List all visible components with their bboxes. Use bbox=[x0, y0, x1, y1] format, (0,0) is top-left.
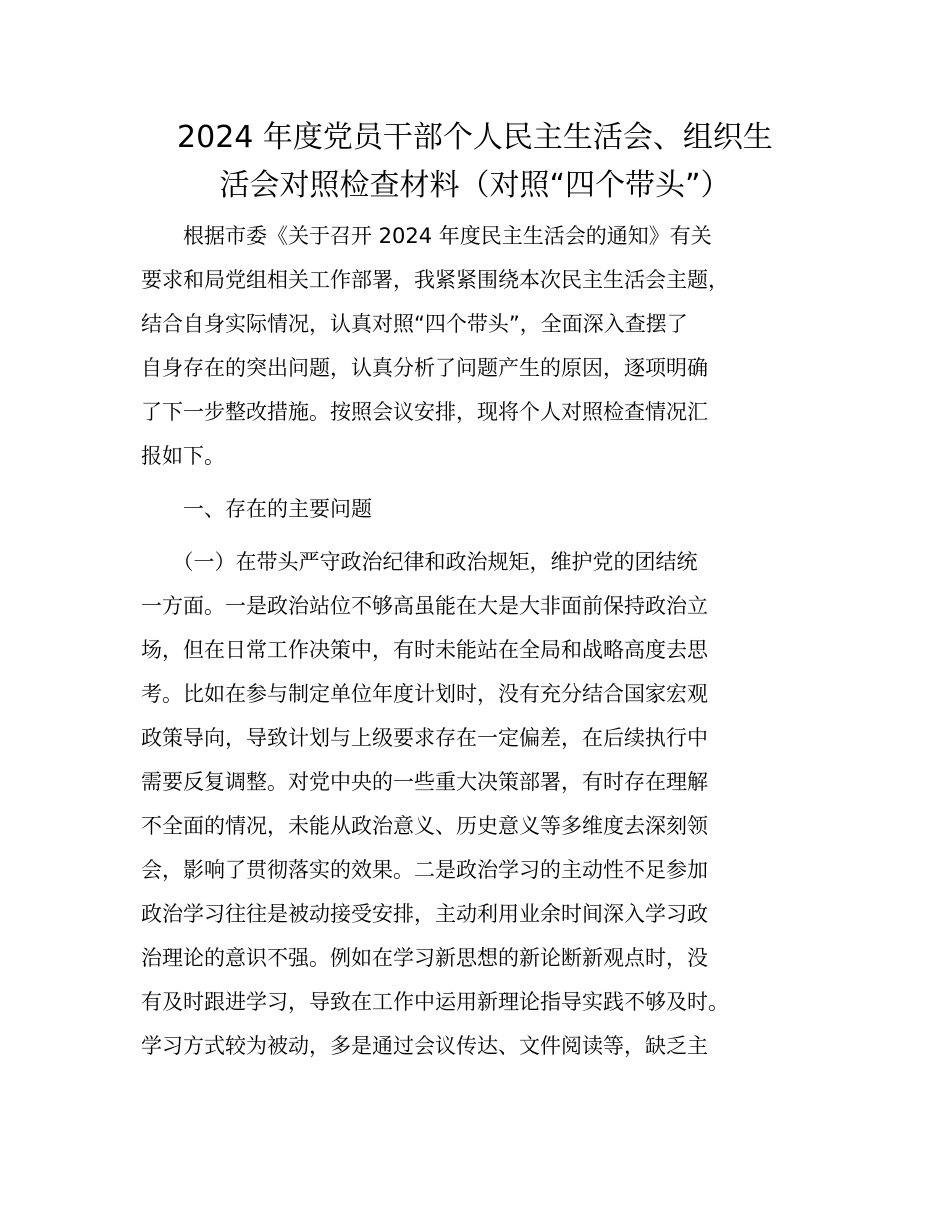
subsection-line: 一方面。一是政治站位不够高虽能在大是大非面前保持政治立 bbox=[141, 594, 708, 618]
intro-paragraph bbox=[141, 214, 841, 478]
subsection-line: （一）在带头严守政治纪律和政治规矩，维护党的团结统 bbox=[141, 550, 698, 574]
document-title bbox=[130, 114, 820, 210]
title-line-1: 2024 年度党员干部个人民主生活会、组织生 bbox=[177, 120, 773, 155]
intro-line: 要求和局党组相关工作部署，我紧紧围绕本次民主生活会主题， bbox=[141, 268, 729, 292]
paragraph-spacer bbox=[141, 478, 841, 487]
subsection-line: 不全面的情况，未能从政治意义、历史意义等多维度去深刻领 bbox=[141, 814, 708, 838]
intro-line: 结合自身实际情况，认真对照“四个带头”，全面深入查摆了 bbox=[141, 312, 688, 336]
document-body bbox=[141, 214, 841, 1068]
subsection-line: 考。比如在参与制定单位年度计划时，没有充分结合国家宏观 bbox=[141, 682, 708, 706]
subsection-line: 会，影响了贯彻落实的效果。二是政治学习的主动性不足参加 bbox=[141, 858, 708, 882]
subsection-line: 需要反复调整。对党中央的一些重大决策部署，有时存在理解 bbox=[141, 770, 708, 794]
intro-line: 根据市委《关于召开 2024 年度民主生活会的通知》有关 bbox=[141, 224, 712, 248]
subsection-line: 治理论的意识不强。例如在学习新思想的新论断新观点时，没 bbox=[141, 946, 708, 970]
intro-line: 自身存在的突出问题，认真分析了问题产生的原因，逐项明确 bbox=[141, 356, 708, 380]
intro-line: 报如下。 bbox=[141, 444, 225, 468]
subsection-line: 场，但在日常工作决策中，有时未能站在全局和战略高度去思 bbox=[141, 638, 708, 662]
subsection-paragraph bbox=[141, 540, 841, 1068]
subsection-line: 政策导向，导致计划与上级要求存在一定偏差，在后续执行中 bbox=[141, 726, 708, 750]
section-heading-text: 一、存在的主要问题 bbox=[141, 497, 372, 521]
subsection-line: 学习方式较为被动，多是通过会议传达、文件阅读等，缺乏主 bbox=[141, 1034, 708, 1058]
title-line-2: 活会对照检查材料（对照“四个带头”） bbox=[219, 168, 731, 203]
subsection-line: 有及时跟进学习，导致在工作中运用新理论指导实践不够及时。 bbox=[141, 990, 729, 1014]
paragraph-spacer bbox=[141, 531, 841, 540]
subsection-line: 政治学习往往是被动接受安排，主动利用业余时间深入学习政 bbox=[141, 902, 708, 926]
section-heading bbox=[141, 487, 841, 531]
intro-line: 了下一步整改措施。按照会议安排，现将个人对照检查情况汇 bbox=[141, 400, 708, 424]
